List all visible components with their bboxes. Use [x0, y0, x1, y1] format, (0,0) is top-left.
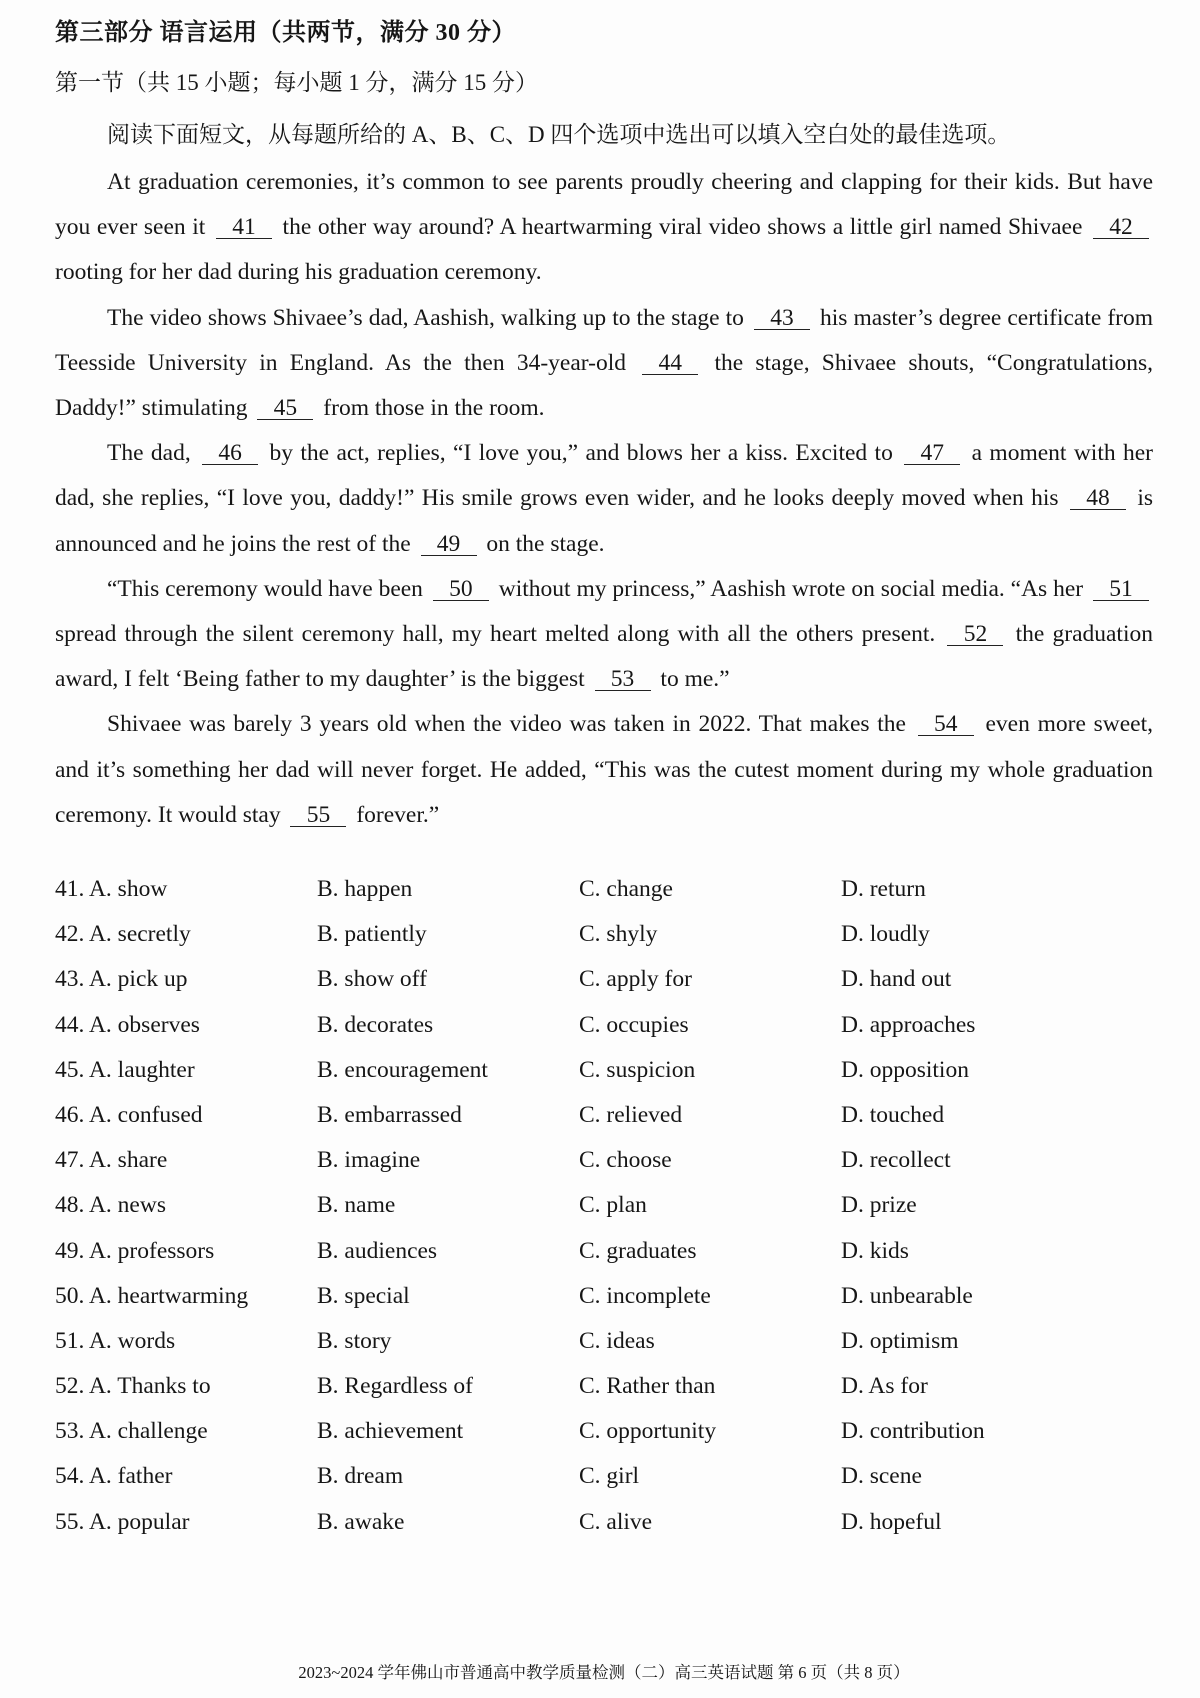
answer-options — [55, 867, 1153, 1545]
option-choice: C. opportunity — [579, 1418, 717, 1445]
option-choice: 51. A. words — [55, 1327, 176, 1354]
blank-41: 41 — [216, 216, 272, 239]
option-choice: 49. A. professors — [55, 1237, 215, 1264]
passage-text: is announced and he joins the rest of the — [55, 485, 1154, 557]
option-choice: C. alive — [579, 1508, 653, 1535]
question-options-row — [55, 1409, 1153, 1454]
option-choice: B. patiently — [317, 921, 427, 948]
passage-paragraph — [55, 567, 1153, 703]
option-choice: B. encouragement — [317, 1056, 488, 1083]
option-choice: D. opposition — [841, 1056, 969, 1083]
passage-text: the graduation award, I felt ‘Being father to my daughter’ is the biggest — [55, 621, 1153, 693]
option-choice: C. relieved — [579, 1101, 683, 1128]
blank-53: 53 — [595, 668, 651, 691]
option-choice: 54. A. father — [55, 1463, 173, 1490]
question-options-row — [55, 957, 1153, 1002]
option-choice: D. hopeful — [841, 1508, 942, 1535]
option-choice: 45. A. laughter — [55, 1056, 195, 1083]
passage-paragraph — [55, 702, 1153, 838]
passage-text: the other way around? A heartwarming viral video shows a little girl named Shivaee — [282, 214, 1083, 241]
blank-42: 42 — [1093, 216, 1149, 239]
passage-text: Shivaee was barely 3 years old when the video was taken in 2022. That makes the — [107, 711, 906, 738]
blank-44: 44 — [642, 352, 698, 375]
passage-text: rooting for her dad during his graduation ceremony. — [55, 259, 542, 286]
option-choice: D. prize — [841, 1192, 917, 1219]
option-choice: D. loudly — [841, 921, 930, 948]
option-choice: C. graduates — [579, 1237, 697, 1264]
option-choice: C. girl — [579, 1463, 640, 1490]
option-choice: C. change — [579, 876, 673, 902]
cloze-passage — [55, 160, 1153, 838]
passage-text: At graduation ceremonies, it’s common to see parents proudly cheering and clapping for their kids. But have you ever seen it — [55, 169, 1153, 241]
question-options-row — [55, 1138, 1153, 1183]
option-choice: B. achievement — [317, 1418, 464, 1445]
question-options-row — [55, 1048, 1153, 1093]
option-choice: B. Regardless of — [317, 1373, 473, 1400]
option-choice: C. incomplete — [579, 1282, 711, 1309]
question-options-row — [55, 1274, 1153, 1319]
option-choice: 52. A. Thanks to — [55, 1373, 211, 1400]
question-options-row — [55, 1183, 1153, 1228]
option-choice: 55. A. popular — [55, 1508, 190, 1535]
option-choice: C. suspicion — [579, 1056, 696, 1083]
blank-49: 49 — [421, 533, 477, 556]
option-choice: 53. A. challenge — [55, 1418, 208, 1445]
passage-paragraph — [55, 160, 1153, 296]
passage-text: on the stage. — [486, 530, 605, 557]
option-choice: D. return — [841, 876, 926, 902]
passage-text: even more sweet, and it’s something her dad will never forget. He added, “This was the cutest moment during my whole graduation ceremony. It would stay — [55, 711, 1154, 828]
passage-text: “This ceremony would have been — [107, 575, 423, 602]
passage-text: spread through the silent ceremony hall, my heart melted along with all the others present. — [55, 621, 936, 648]
blank-51: 51 — [1093, 578, 1149, 601]
question-options-row — [55, 1454, 1153, 1499]
option-choice: 42. A. secretly — [55, 921, 191, 948]
blank-52: 52 — [947, 623, 1003, 646]
passage-text: his master’s degree certificate from Teesside University in England. As the then 34-year-old — [55, 304, 1154, 376]
passage-text: without my princess,” Aashish wrote on social media. “As her — [498, 575, 1084, 602]
option-choice: B. decorates — [317, 1011, 434, 1038]
option-choice: D. hand out — [841, 966, 952, 993]
option-choice: D. scene — [841, 1463, 922, 1490]
question-options-row — [55, 912, 1153, 957]
blank-48: 48 — [1070, 487, 1126, 510]
question-options-row — [55, 1093, 1153, 1138]
option-choice: B. imagine — [317, 1147, 421, 1174]
blank-54: 54 — [918, 713, 974, 736]
option-choice: B. awake — [317, 1508, 405, 1535]
blank-55: 55 — [290, 804, 346, 827]
option-choice: D. kids — [841, 1237, 909, 1264]
subsection-title: 第一节（共 15 小题；每小题 1 分，满分 15 分） — [55, 70, 538, 95]
option-choice: B. show off — [317, 966, 427, 993]
question-options-row — [55, 1500, 1153, 1545]
option-choice: D. unbearable — [841, 1282, 973, 1309]
passage-text: The dad, — [107, 440, 191, 467]
option-choice: D. recollect — [841, 1147, 951, 1174]
option-choice: B. dream — [317, 1463, 404, 1490]
option-choice: B. audiences — [317, 1237, 438, 1264]
option-choice: D. optimism — [841, 1327, 959, 1354]
option-choice: 44. A. observes — [55, 1011, 200, 1038]
passage-text: from those in the room. — [323, 395, 545, 422]
option-choice: D. contribution — [841, 1418, 985, 1445]
passage-text: the stage, Shivaee shouts, “Congratulations, Daddy!” stimulating — [55, 349, 1154, 422]
option-choice: 41. A. show — [55, 876, 168, 902]
question-options-row — [55, 1364, 1153, 1409]
blank-47: 47 — [904, 442, 960, 465]
instructions: 阅读下面短文，从每题所给的 A、B、C、D 四个选项中选出可以填入空白处的最佳选项。 — [107, 122, 1011, 147]
option-choice: C. apply for — [579, 966, 692, 993]
option-choice: B. story — [317, 1327, 392, 1354]
passage-paragraph — [55, 296, 1153, 432]
option-choice: 43. A. pick up — [55, 966, 188, 993]
question-options-row — [55, 1319, 1153, 1364]
passage-text: to me.” — [660, 666, 730, 693]
option-choice: D. touched — [841, 1101, 945, 1128]
passage-text: by the act, replies, “I love you,” and blows her a kiss. Excited to — [269, 440, 893, 467]
option-choice: 47. A. share — [55, 1147, 168, 1174]
option-choice: C. plan — [579, 1192, 647, 1219]
blank-46: 46 — [202, 442, 258, 465]
option-choice: C. choose — [579, 1147, 672, 1174]
question-options-row — [55, 1229, 1153, 1274]
question-options-row — [55, 1003, 1153, 1048]
option-choice: B. special — [317, 1282, 410, 1309]
option-choice: C. occupies — [579, 1011, 689, 1038]
option-choice: C. Rather than — [579, 1373, 716, 1400]
blank-45: 45 — [257, 397, 313, 420]
passage-text: forever.” — [356, 801, 440, 828]
page-footer: 2023~2024 学年佛山市普通高中教学质量检测（二）高三英语试题 第 6 页（共 8 页） — [298, 1663, 910, 1682]
option-choice: B. name — [317, 1192, 396, 1219]
option-choice: 48. A. news — [55, 1192, 166, 1219]
question-options-row — [55, 867, 1153, 912]
passage-text: The video shows Shivaee’s dad, Aashish, walking up to the stage to — [107, 304, 744, 331]
passage-text: a moment with her dad, she replies, “I love you, daddy!” His smile grows even wider, and he looks deeply moved when his — [55, 440, 1154, 512]
section-title: 第三部分 语言运用（共两节，满分 30 分） — [55, 20, 516, 46]
option-choice: D. As for — [841, 1373, 928, 1400]
option-choice: B. embarrassed — [317, 1101, 462, 1128]
option-choice: D. approaches — [841, 1011, 976, 1038]
option-choice: 50. A. heartwarming — [55, 1282, 249, 1309]
passage-paragraph — [55, 431, 1153, 567]
option-choice: B. happen — [317, 876, 413, 902]
blank-50: 50 — [433, 578, 489, 601]
exam-page — [55, 0, 1153, 1698]
option-choice: C. ideas — [579, 1327, 655, 1354]
option-choice: C. shyly — [579, 921, 658, 948]
option-choice: 46. A. confused — [55, 1101, 203, 1128]
blank-43: 43 — [754, 307, 810, 330]
